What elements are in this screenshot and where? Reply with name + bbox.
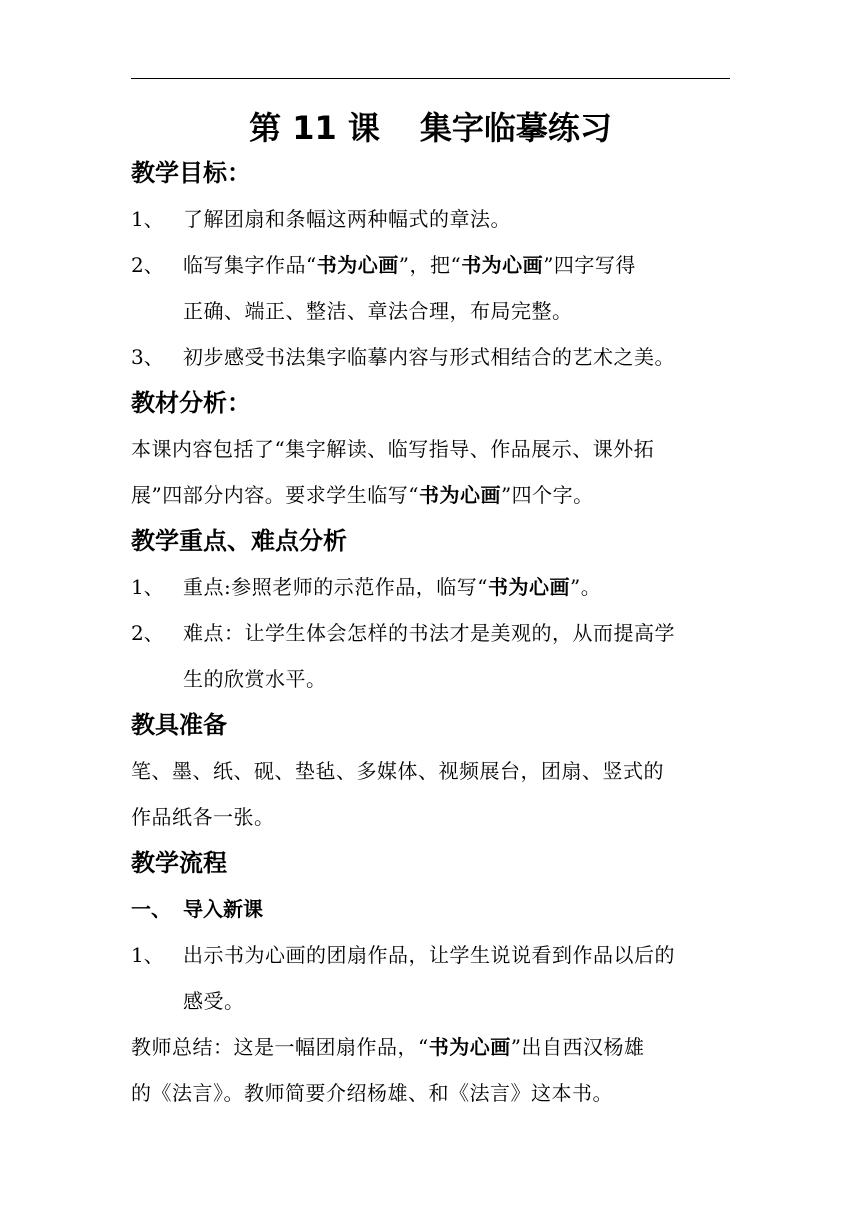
objectives-heading: 教学目标：	[131, 159, 251, 187]
tools-heading: 教具准备	[131, 711, 227, 739]
emphasis-text: 书为心画	[316, 253, 399, 277]
item-number: 2、	[131, 253, 164, 277]
item-number: 3、	[131, 345, 164, 369]
item-text: 了解团扇和条幅这两种幅式的章法。	[183, 207, 511, 231]
lesson-number: 第 11 课	[249, 109, 380, 147]
lesson-name: 集字临摹练习	[419, 109, 612, 147]
objective-item	[131, 334, 730, 380]
objective-item	[131, 196, 730, 242]
keypoint-item: 2、 难点：让学生体会怎样的书法才是美观的，从而提高学 生的欣赏水平。	[131, 610, 730, 702]
analysis-paragraph: 本课内容包括了“集字解读、临写指导、作品展示、课外拓 展”四部分内容。要求学生临写“书为心画”四个字。	[131, 437, 655, 507]
analysis-heading: 教材分析：	[131, 389, 251, 417]
header-rule	[131, 78, 730, 79]
process-subheading: 一、 导入新课	[131, 897, 263, 921]
process-item: 1、 出示书为心画的团扇作品，让学生说说看到作品以后的 感受。	[131, 932, 730, 1024]
item-number: 1、	[131, 943, 164, 967]
objective-item	[131, 242, 730, 334]
keypoints-heading: 教学重点、难点分析	[131, 527, 347, 555]
emphasis-text: 书为心画	[428, 1035, 511, 1059]
item-number: 1、	[131, 207, 164, 231]
item-text: 临写集字作品“书为心画”，把“书为心画”四字写得	[183, 253, 636, 277]
tools-paragraph: 笔、墨、纸、砚、垫毡、多媒体、视频展台，团扇、竖式的 作品纸各一张。	[131, 759, 664, 829]
item-number: 2、	[131, 621, 164, 645]
keypoint-item: 1、 重点:参照老师的示范作品，临写“书为心画”。	[131, 564, 730, 610]
item-text: 初步感受书法集字临摹内容与形式相结合的艺术之美。	[183, 345, 675, 369]
item-number: 1、	[131, 575, 164, 599]
page-title	[131, 104, 730, 152]
document-body	[131, 150, 730, 1116]
emphasis-text: 书为心画	[418, 483, 501, 507]
process-heading: 教学流程	[131, 849, 227, 877]
item-text: 正确、端正、整洁、章法合理，布局完整。	[183, 299, 573, 323]
emphasis-text: 书为心画	[461, 253, 544, 277]
emphasis-text: 书为心画	[487, 575, 570, 599]
summary-paragraph: 教师总结：这是一幅团扇作品，“书为心画”出自西汉杨雄 的《法言》。教师简要介绍杨雄、和《法言》这本书。	[131, 1035, 645, 1105]
